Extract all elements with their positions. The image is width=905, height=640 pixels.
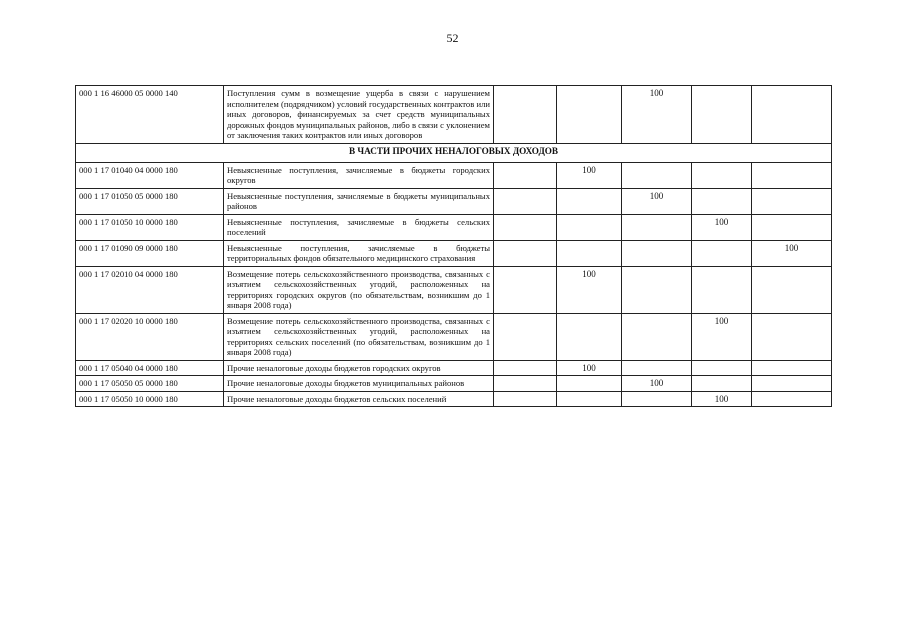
revenue-table — [75, 85, 832, 407]
percentage-cell: 100 — [557, 360, 622, 376]
revenue-description: Невыясненные поступления, зачисляемые в бюджеты городских округов — [224, 162, 494, 188]
percentage-cell — [752, 360, 832, 376]
classification-code: 000 1 17 05050 05 0000 180 — [76, 376, 224, 392]
percentage-cell — [692, 86, 752, 144]
table-row — [76, 391, 832, 407]
percentage-cell — [494, 240, 557, 266]
table-row — [76, 240, 832, 266]
classification-code: 000 1 17 01090 09 0000 180 — [76, 240, 224, 266]
percentage-cell — [692, 162, 752, 188]
classification-code: 000 1 16 46000 05 0000 140 — [76, 86, 224, 144]
percentage-cell — [622, 360, 692, 376]
percentage-cell — [494, 266, 557, 313]
percentage-cell — [692, 376, 752, 392]
percentage-cell — [622, 266, 692, 313]
percentage-cell — [494, 162, 557, 188]
table-row — [76, 214, 832, 240]
percentage-cell — [692, 240, 752, 266]
revenue-description: Поступления сумм в возмещение ущерба в связи с нарушением исполнителем (подрядчиком) условий государственных контрактов или иных договоров, финансируемых за счет средств муниципальных дорожных фондов муниципальных районов, либо в связи с уклонением от заключения таких контрактов или иных договоров — [224, 86, 494, 144]
classification-code: 000 1 17 05040 04 0000 180 — [76, 360, 224, 376]
percentage-cell — [752, 188, 832, 214]
table-row — [76, 162, 832, 188]
percentage-cell — [622, 391, 692, 407]
revenue-description: Невыясненные поступления, зачисляемые в бюджеты территориальных фондов обязательного медицинского страхования — [224, 240, 494, 266]
revenue-description: Возмещение потерь сельскохозяйственного производства, связанных с изъятием сельскохозяйственных угодий, расположенных на территориях городских округов (по обязательствам, возникшим до 1 января 2008 года) — [224, 266, 494, 313]
percentage-cell — [752, 214, 832, 240]
percentage-cell — [557, 391, 622, 407]
section-row — [76, 143, 832, 162]
revenue-description: Невыясненные поступления, зачисляемые в бюджеты муниципальных районов — [224, 188, 494, 214]
percentage-cell — [622, 240, 692, 266]
revenue-description: Прочие неналоговые доходы бюджетов муниципальных районов — [224, 376, 494, 392]
section-title: В ЧАСТИ ПРОЧИХ НЕНАЛОГОВЫХ ДОХОДОВ — [76, 143, 832, 162]
percentage-cell — [752, 86, 832, 144]
percentage-cell: 100 — [692, 313, 752, 360]
percentage-cell: 100 — [752, 240, 832, 266]
percentage-cell — [752, 391, 832, 407]
percentage-cell — [692, 360, 752, 376]
percentage-cell — [622, 313, 692, 360]
percentage-cell — [557, 188, 622, 214]
percentage-cell — [557, 86, 622, 144]
percentage-cell: 100 — [622, 86, 692, 144]
table-body — [76, 86, 832, 407]
classification-code: 000 1 17 01050 05 0000 180 — [76, 188, 224, 214]
percentage-cell: 100 — [622, 376, 692, 392]
table-row — [76, 266, 832, 313]
percentage-cell — [557, 240, 622, 266]
percentage-cell — [692, 266, 752, 313]
revenue-description: Возмещение потерь сельскохозяйственного производства, связанных с изъятием сельскохозяйственных угодий, расположенных на территориях сельских поселений (по обязательствам, возникшим до 1 января 2008 года) — [224, 313, 494, 360]
percentage-cell — [557, 376, 622, 392]
classification-code: 000 1 17 02020 10 0000 180 — [76, 313, 224, 360]
table-row — [76, 376, 832, 392]
revenue-description: Прочие неналоговые доходы бюджетов сельских поселений — [224, 391, 494, 407]
classification-code: 000 1 17 01040 04 0000 180 — [76, 162, 224, 188]
percentage-cell — [494, 188, 557, 214]
table-row — [76, 360, 832, 376]
percentage-cell — [752, 266, 832, 313]
percentage-cell — [752, 313, 832, 360]
percentage-cell: 100 — [692, 391, 752, 407]
table-row — [76, 313, 832, 360]
percentage-cell — [752, 376, 832, 392]
percentage-cell — [494, 214, 557, 240]
page-number: 52 — [446, 31, 459, 45]
percentage-cell: 100 — [557, 162, 622, 188]
percentage-cell — [494, 86, 557, 144]
table-row — [76, 86, 832, 144]
percentage-cell: 100 — [692, 214, 752, 240]
revenue-description: Невыясненные поступления, зачисляемые в бюджеты сельских поселений — [224, 214, 494, 240]
percentage-cell — [494, 391, 557, 407]
percentage-cell — [494, 313, 557, 360]
classification-code: 000 1 17 02010 04 0000 180 — [76, 266, 224, 313]
percentage-cell — [622, 162, 692, 188]
percentage-cell — [557, 214, 622, 240]
table-row — [76, 188, 832, 214]
percentage-cell — [692, 188, 752, 214]
classification-code: 000 1 17 05050 10 0000 180 — [76, 391, 224, 407]
percentage-cell — [494, 360, 557, 376]
percentage-cell — [494, 376, 557, 392]
percentage-cell — [557, 313, 622, 360]
percentage-cell: 100 — [622, 188, 692, 214]
revenue-description: Прочие неналоговые доходы бюджетов городских округов — [224, 360, 494, 376]
percentage-cell — [752, 162, 832, 188]
percentage-cell — [622, 214, 692, 240]
percentage-cell: 100 — [557, 266, 622, 313]
classification-code: 000 1 17 01050 10 0000 180 — [76, 214, 224, 240]
